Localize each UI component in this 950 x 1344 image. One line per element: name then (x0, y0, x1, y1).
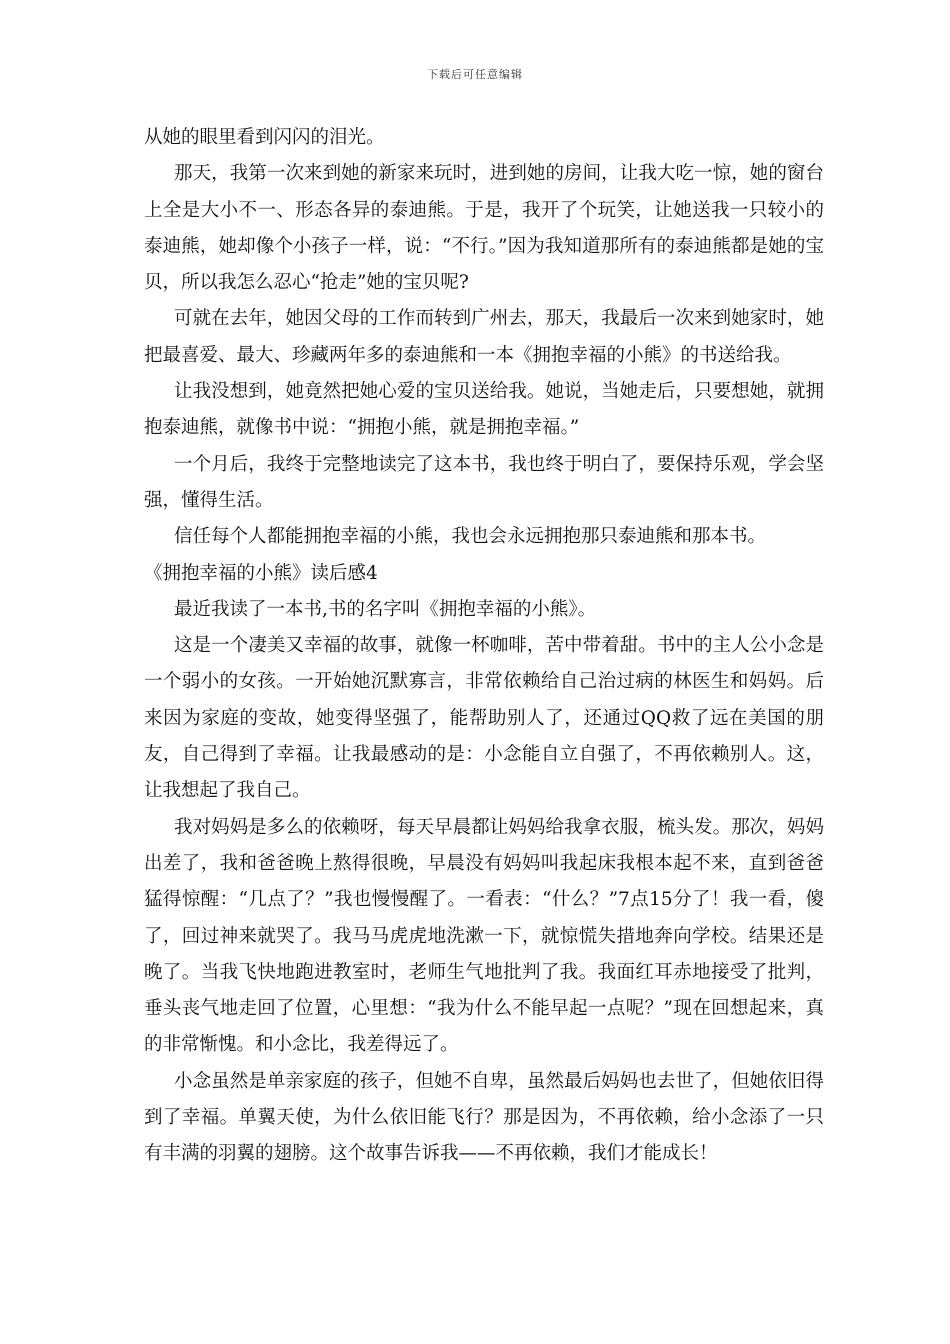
paragraph: 让我没想到，她竟然把她心爱的宝贝送给我。她说，当她走后，只要想她，就拥抱泰迪熊，就像书中说：“拥抱小熊，就是拥抱幸福。” (144, 381, 824, 439)
section-title: 《拥抱幸福的小熊》读后感4 (144, 562, 378, 584)
paragraph: 从她的眼里看到闪闪的泪光。 (144, 127, 385, 148)
paragraph: 这是一个凄美又幸福的故事，就像一杯咖啡，苦中带着甜。书中的主人公小念是一个弱小的女孩。一开始她沉默寡言，非常依赖给自己治过病的林医生和妈妈。后来因为家庭的变故，她变得坚强了，能帮助别人了，还通过QQ救了远在美国的朋友，自己得到了幸福。让我最感动的是：小念能自立自强了，不再依赖别人。这，让我想起了我自己。 (144, 635, 824, 802)
paragraph: 我对妈妈是多么的依赖呀，每天早晨都让妈妈给我拿衣服，梳头发。那次，妈妈出差了，我和爸爸晚上熬得很晚，早晨没有妈妈叫我起床我根本起不来，直到爸爸猛得惊醒：“几点了？”我也慢慢醒了。一看表：“什么？”7点15分了！我一看，傻了，回过神来就哭了。我马马虎虎地洗漱一下，就惊慌失措地奔向学校。结果还是晚了。当我飞快地跑进教室时，老师生气地批判了我。我面红耳赤地接受了批判，垂头丧气地走回了位置，心里想：“我为什么不能早起一点呢？”现在回想起来，真的非常惭愧。和小念比，我差得远了。 (144, 816, 824, 1056)
paragraph: 信任每个人都能拥抱幸福的小熊，我也会永远拥抱那只泰迪熊和那本书。 (174, 526, 767, 548)
paragraph: 可就在去年，她因父母的工作而转到广州去，那天，我最后一次来到她家时，她把最喜爱、最大、珍藏两年多的泰迪熊和一本《拥抱幸福的小熊》的书送给我。 (144, 308, 824, 366)
paragraph: 小念虽然是单亲家庭的孩子，但她不自卑，虽然最后妈妈也去世了，但她依旧得到了幸福。单翼天使，为什么依旧能飞行？那是因为，不再依赖，给小念添了一只有丰满的羽翼的翅膀。这个故事告诉我——不再依赖，我们才能成长！ (144, 1070, 824, 1165)
page-header: 下载后可任意编辑 (427, 68, 523, 81)
paragraph: 那天，我第一次来到她的新家来玩时，进到她的房间，让我大吃一惊，她的窗台上全是大小不一、形态各异的泰迪熊。于是，我开了个玩笑，让她送我一只较小的泰迪熊，她却像个小孩子一样，说：“不行。”因为我知道那所有的泰迪熊都是她的宝贝，所以我怎么忍心“抢走”她的宝贝呢? (144, 163, 824, 294)
paragraph: 最近我读了一本书,书的名字叫《拥抱幸福的小熊》。 (174, 598, 597, 620)
paragraph: 一个月后，我终于完整地读完了这本书，我也终于明白了，要保持乐观，学会坚强，懂得生活。 (144, 453, 824, 511)
document-body (144, 120, 824, 1173)
